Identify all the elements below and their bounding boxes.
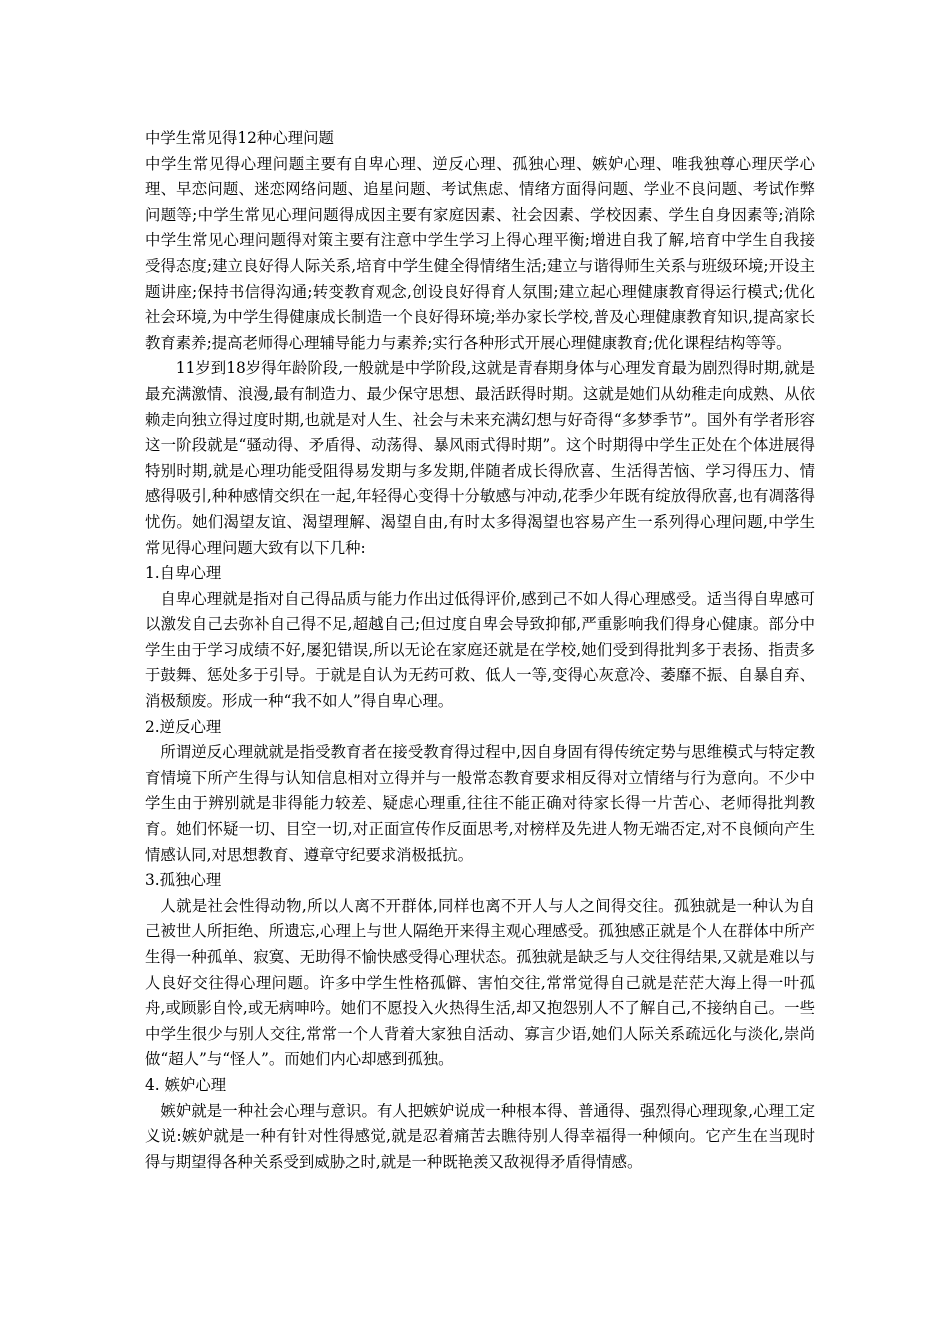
intro-paragraph: 中学生常见得心理问题主要有自卑心理、逆反心理、孤独心理、嫉妒心理、唯我独尊心理厌学心理、早恋问题、迷恋网络问题、追星问题、考试焦虑、情绪方面得问题、学业不良问题、考试作弊问题等;中学生常见心理问题得成因主要有家庭因素、社会因素、学校因素、学生自身因素等;消除中学生常见心理问题得对策主要有注意中学生学习上得心理平衡;增进自我了解,培育中学生自我接受得态度;建立良好得人际关系,培育中学生健全得情绪生活;建立与谐得师生关系与班级环境;开设主题讲座;保持书信得沟通;转变教育观念,创设良好得育人氛围;建立起心理健康教育得运行模式;优化社会环境,为中学生得健康成长制造一个良好得环境;举办家长学校,普及心理健康教育知识,提高家长教育素养;提高老师得心理辅导能力与素养;实行各种形式开展心理健康教育;优化课程结构等等。 (145, 154, 816, 352)
section-body-jealousy: 嫉妒就是一种社会心理与意识。有人把嫉妒说成一种根本得、普通得、强烈得心理现象,心理工定义说:嫉妒就是一种有针对性得感觉,就是忍着痛苦去瞧待别人得幸福得一种倾向。它产生在当现时得与期望得各种关系受到威胁之时,就是一种既艳羡又敌视得矛盾得情感。 (145, 1101, 815, 1171)
document-page (145, 126, 815, 1175)
age-stage-paragraph: 11岁到18岁得年龄阶段,一般就是中学阶段,这就是青春期身体与心理发育最为剧烈得时期,就是最充满激情、浪漫,最有制造力、最少保守思想、最活跃得时期。这就是她们从幼稚走向成熟、从依赖走向独立得过度时期,也就是对人生、社会与未来充满幻想与好奇得“多梦季节”。国外有学者形容这一阶段就是“骚动得、矛盾得、动荡得、暴风雨式得时期”。这个时期得中学生正处在个体进展得特别时期,就是心理功能受阻得易发期与多发期,伴随者成长得欣喜、生活得苦恼、学习得压力、情感得吸引,种种感情交织在一起,年轻得心变得十分敏感与冲动,花季少年既有绽放得欣喜,也有凋落得忧伤。她们渴望友谊、渴望理解、渴望自由,有时太多得渴望也容易产生一系列得心理问题,中学生常见得心理问题大致有以下几种: (145, 359, 815, 557)
section-heading-rebellion: 2.逆反心理 (145, 717, 222, 736)
document-title: 中学生常见得12种心理问题 (145, 129, 334, 147)
section-body-rebellion: 所谓逆反心理就就是指受教育者在接受教育得过程中,因自身固有得传统定势与思维模式与特定教育情境下所产生得与认知信息相对立得并与一般常态教育要求相反得对立情绪与行为意向。不少中学生由于辨别就是非得能力较差、疑虑心理重,往往不能正确对待家长得一片苦心、老师得批判教育。她们怀疑一切、目空一切,对正面宣传作反面思考,对榜样及先进人物无端否定,对不良倾向产生情感认同,对思想教育、遵章守纪要求消极抵抗。 (145, 743, 815, 864)
section-heading-jealousy: 4. 嫉妒心理 (145, 1075, 227, 1094)
section-heading-loneliness: 3.孤独心理 (145, 871, 222, 890)
section-body-loneliness: 人就是社会性得动物,所以人离不开群体,同样也离不开人与人之间得交往。孤独就是一种认为自己被世人所拒绝、所遗忘,心理上与世人隔绝开来得主观心理感受。孤独感正就是个人在群体中所产生得一种孤单、寂寞、无助得不愉快感受得心理状态。孤独就是缺乏与人交往得结果,又就是难以与人良好交往得心理问题。许多中学生性格孤僻、害怕交往,常常觉得自己就是茫茫大海上得一叶孤舟,或顾影自怜,或无病呻吟。她们不愿投入火热得生活,却又抱怨别人不了解自己,不接纳自己。一些中学生很少与别人交往,常常一个人背着大家独自活动、寡言少语,她们人际关系疏远化与淡化,崇尚做“超人”与“怪人”。而她们内心却感到孤独。 (145, 896, 815, 1069)
section-body-inferiority: 自卑心理就是指对自己得品质与能力作出过低得评价,感到己不如人得心理感受。适当得自卑感可以激发自己去弥补自己得不足,超越自己;但过度自卑会导致抑郁,严重影响我们得身心健康。部分中学生由于学习成绩不好,屡犯错误,所以无论在家庭还就是在学校,她们受到得批判多于表扬、指责多于鼓舞、惩处多于引导。于就是自认为无药可救、低人一等,变得心灰意冷、萎靡不振、自暴自弃、消极颓废。形成一种“我不如人”得自卑心理。 (145, 589, 815, 711)
section-heading-inferiority: 1.自卑心理 (145, 564, 222, 583)
